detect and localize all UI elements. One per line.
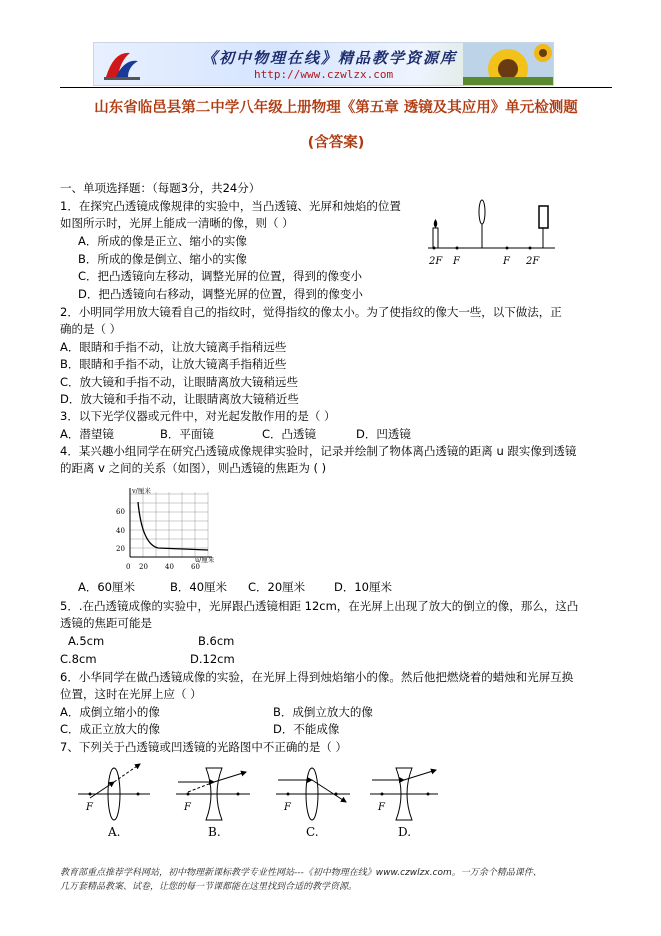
q7-diagram-c xyxy=(276,768,350,839)
q4-ytick-40: 40 xyxy=(116,527,125,535)
q4-curve xyxy=(138,502,208,550)
q7-label-a: A. xyxy=(108,825,121,839)
q5-option-b: B.6cm xyxy=(198,634,235,648)
q6-option-c: C．成正立放大的像 xyxy=(60,722,161,736)
page-title: 山东省临邑县第二中学八年级上册物理《第五章 透镜及其应用》单元检测题 xyxy=(94,100,578,116)
q4-option-c: C．20厘米 xyxy=(248,580,306,594)
q1-figure xyxy=(420,198,560,270)
q1-line2: 如图所示时，光屏上能成一清晰的像，则（ ） xyxy=(60,216,294,230)
q5-option-d: D.12cm xyxy=(190,652,235,666)
q2-option-b: B．眼睛和手指不动，让放大镜离手指稍近些 xyxy=(60,357,287,371)
sunflower-icon xyxy=(463,43,553,86)
q4-xtick-0: 0 xyxy=(126,563,131,571)
q3-option-a: A．潜望镜 xyxy=(60,427,114,441)
q3-option-c: C．凸透镜 xyxy=(262,427,317,441)
q2-line2: 确的是（ ） xyxy=(60,322,122,336)
q4-ytick-60: 60 xyxy=(116,508,125,516)
q6-option-b: B．成倒立放大的像 xyxy=(273,705,373,719)
q7-label-c: C. xyxy=(306,825,319,839)
page-footer xyxy=(60,866,620,894)
q7-diagram-d xyxy=(370,768,438,839)
q6-line1: 6．小华同学在做凸透镜成像的实验，在光屏上得到烛焰缩小的像。然后他把燃烧着的蜡烛和光屏互换 xyxy=(60,670,574,684)
q4-xtick-40: 40 xyxy=(165,563,174,571)
q1-option-a: A．所成的像是正立、缩小的实像 xyxy=(78,234,247,248)
q5-line1: 5．.在凸透镜成像的实验中，光屏跟凸透镜相距 12cm，在光屏上出现了放大的倒立的像，那么，这凸 xyxy=(60,599,579,613)
q5-option-c: C.8cm xyxy=(60,652,97,666)
header-rule xyxy=(60,87,612,88)
q1-label-2f-right: 2F xyxy=(526,256,540,267)
q4-xtick-20: 20 xyxy=(139,563,148,571)
q7-diagram-a xyxy=(78,764,150,839)
q7-figures xyxy=(70,758,440,842)
q2-line1: 2．小明同学用放大镜看自己的指纹时，觉得指纹的像太小。为了使指纹的像大一些，以下做法，正 xyxy=(60,305,562,319)
candle-icon xyxy=(433,228,438,248)
q7-line1: 7、下列关于凸透镜或凹透镜的光路图中不正确的是（ ） xyxy=(60,740,347,754)
q7-label-b: B. xyxy=(208,825,221,839)
lens-icon xyxy=(479,200,485,224)
footer-line2: 几万套精品教案、试卷，让您的每一节课都能在这里找到合适的教学资源。 xyxy=(60,882,358,892)
footer-line1: 教育部重点推荐学科网站，初中物理新课标教学专业性网站---《初中物理在线》www.czwlzx.com。一万余个精品课件、 xyxy=(60,868,542,878)
q4-xtick-60: 60 xyxy=(191,563,200,571)
q4-option-b: B．40厘米 xyxy=(170,580,228,594)
q1-label-2f-left: 2F xyxy=(429,256,443,267)
q7-d-f-label: F xyxy=(378,802,385,813)
banner-title: 《初中物理在线》精品教学资源库 xyxy=(202,49,458,67)
q2-option-c: C．放大镜和手指不动，让眼睛离放大镜稍远些 xyxy=(60,375,299,389)
q1-line1: 1．在探究凸透镜成像规律的实验中，当凸透镜、光屏和烛焰的位置 xyxy=(60,199,401,213)
q1-option-b: B．所成的像是倒立、缩小的实像 xyxy=(78,252,247,266)
q3-option-b: B．平面镜 xyxy=(160,427,214,441)
q3-option-d: D．凹透镜 xyxy=(356,427,411,441)
q4-ytick-20: 20 xyxy=(116,545,125,553)
q6-option-d: D．不能成像 xyxy=(273,722,340,736)
page-subtitle: (含答案) xyxy=(307,135,365,151)
section-heading: 一、单项选择题：（每题3分，共24分） xyxy=(60,181,261,195)
banner-url[interactable]: http://www.czwlzx.com xyxy=(254,68,394,81)
q5-option-a: A.5cm xyxy=(68,634,105,648)
header-banner xyxy=(93,42,554,86)
q1-label-f-left: F xyxy=(453,256,460,267)
screen-icon xyxy=(539,206,548,228)
q4-line2: 的距离 v 之间的关系（如图），则凸透镜的焦距为 ( ) xyxy=(60,461,327,475)
q7-label-d: D. xyxy=(398,825,412,839)
q7-c-f-label: F xyxy=(284,802,291,813)
q2-option-a: A．眼睛和手指不动，让放大镜离手指稍远些 xyxy=(60,340,287,354)
q4-option-a: A．60厘米 xyxy=(78,580,135,594)
q1-option-c: C．把凸透镜向左移动，调整光屏的位置，得到的像变小 xyxy=(78,269,363,283)
q1-label-f-right: F xyxy=(503,256,510,267)
q4-option-d: D．10厘米 xyxy=(334,580,392,594)
site-logo-icon xyxy=(102,47,142,83)
q7-a-f-label: F xyxy=(86,802,93,813)
q4-ylabel: v/厘米 xyxy=(132,487,151,495)
q6-line2: 位置，这时在光屏上应（ ） xyxy=(60,687,202,701)
q6-option-a: A．成倒立缩小的像 xyxy=(60,705,160,719)
q2-option-d: D．放大镜和手指不动，让眼睛离放大镜稍近些 xyxy=(60,392,299,406)
q4-graph xyxy=(108,484,220,576)
q4-xlabel: u/厘米 xyxy=(195,556,215,564)
q5-line2: 透镜的焦距可能是 xyxy=(60,616,152,630)
q7-b-f-label: F xyxy=(184,802,191,813)
q7-diagram-b xyxy=(176,768,250,839)
q1-option-d: D．把凸透镜向右移动，调整光屏的位置，得到的像变小 xyxy=(78,287,363,301)
q3-line1: 3．以下光学仪器或元件中，对光起发散作用的是（ ） xyxy=(60,409,336,423)
q4-line1: 4．某兴趣小组同学在研究凸透镜成像规律实验时，记录并绘制了物体离凸透镜的距离 u 跟实像到透镜 xyxy=(60,444,577,458)
flame-icon xyxy=(434,219,438,228)
